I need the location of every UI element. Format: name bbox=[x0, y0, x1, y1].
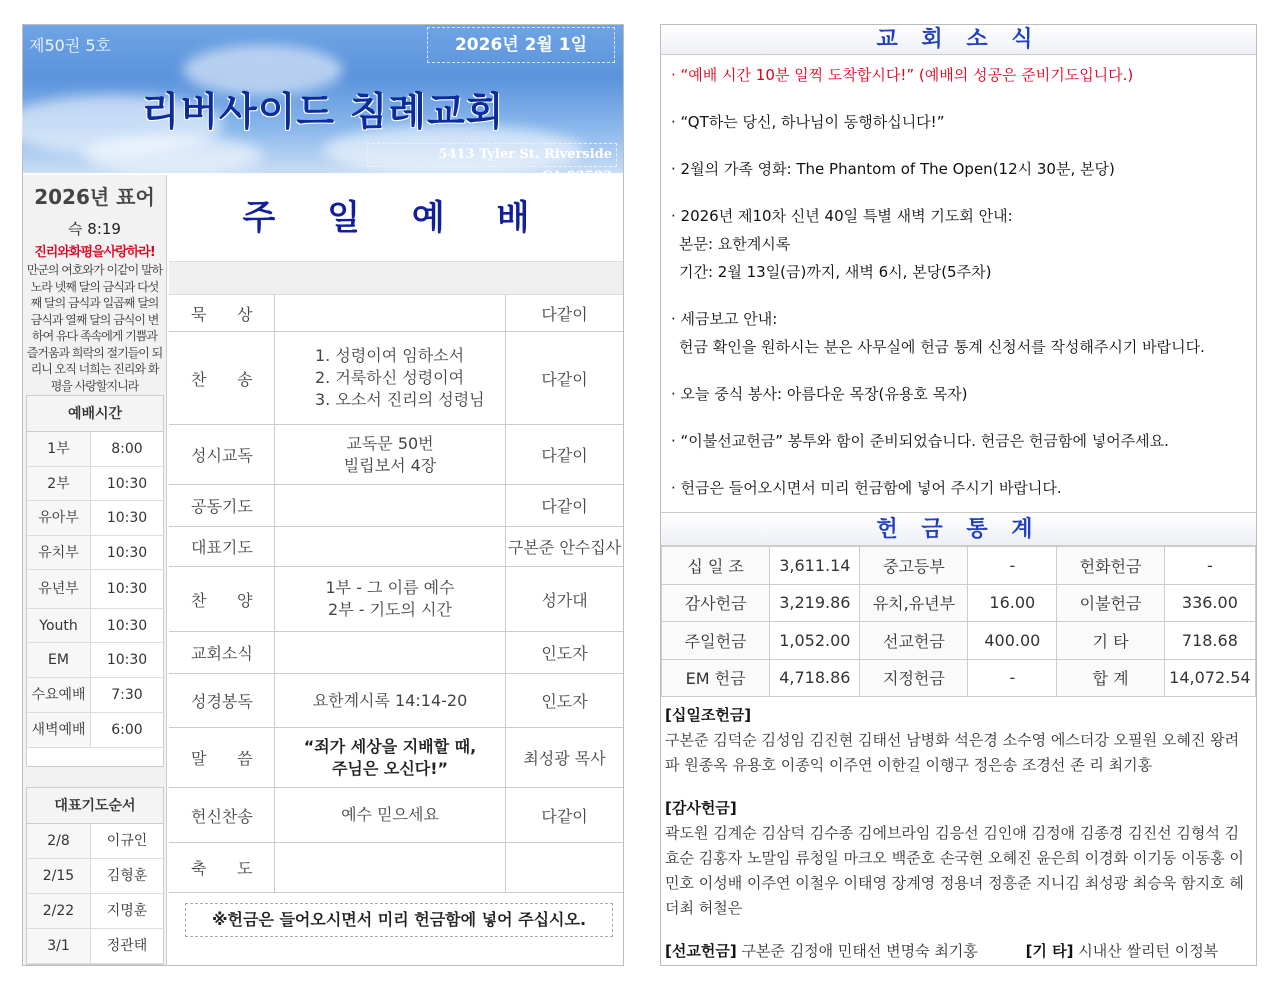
service-name: 유아부 bbox=[27, 501, 91, 535]
offering-label: 합 계 bbox=[1057, 659, 1164, 697]
offering-label: 유치,유년부 bbox=[860, 584, 968, 622]
order-item-detail bbox=[275, 332, 506, 424]
news-item bbox=[671, 155, 1246, 183]
order-row bbox=[169, 567, 623, 632]
thanks-list: [감사헌금] 곽도원 김계순 김삼덕 김수종 김에브라임 김응선 김인애 김정애 김종경 김진선 김형석 김효순 김홍자 노말임 류청일 마크오 백준호 손국현 오혜진 윤은희 이경화 이기동 이동홍 이민호 이성배 이주연 이철우 이태영 장계영 정용녀 정흥준 지니김 최성광 최승욱 함지호 헤더최 허철은 bbox=[665, 799, 1244, 917]
offering-table bbox=[661, 546, 1256, 697]
order-item-name: 축 도 bbox=[169, 843, 275, 892]
order-detail-line: 1부 - 그 이름 예수 bbox=[325, 578, 455, 597]
offering-label: 헌화헌금 bbox=[1057, 547, 1164, 585]
service-times-spacer bbox=[27, 748, 163, 766]
offering-label: 중고등부 bbox=[860, 547, 968, 585]
prayer-date: 2/22 bbox=[27, 894, 91, 928]
order-item-detail bbox=[275, 295, 506, 331]
news-text: · 2026년 제10차 신년 40일 특별 새벽 기도회 안내: bbox=[671, 207, 1013, 225]
order-detail-line: 2. 거룩하신 성령이여 bbox=[315, 368, 465, 387]
order-detail-line: “죄가 세상을 지배할 때, bbox=[303, 736, 477, 756]
service-time-row bbox=[27, 536, 163, 570]
service-time: 7:30 bbox=[111, 687, 143, 703]
offering-label: 기 타 bbox=[1057, 622, 1164, 660]
offering-amount: 16.00 bbox=[968, 584, 1057, 622]
offering-notice: ※헌금은 들어오시면서 미리 헌금함에 넣어 주십시오. bbox=[185, 903, 613, 937]
service-time-row bbox=[27, 609, 163, 643]
order-row bbox=[169, 788, 623, 843]
order-detail-line: 요한계시록 14:14-20 bbox=[312, 690, 468, 710]
header-banner bbox=[23, 25, 623, 184]
service-name: 수요예배 bbox=[27, 678, 91, 712]
service-name: 유년부 bbox=[27, 570, 91, 608]
offering-label: 주일헌금 bbox=[662, 622, 770, 660]
order-item-detail bbox=[275, 485, 506, 526]
order-item-detail bbox=[275, 425, 506, 484]
offering-amount: 336.00 bbox=[1164, 584, 1255, 622]
offering-label: 이불헌금 bbox=[1057, 584, 1164, 622]
order-detail-line: 1. 성령이여 임하소서 bbox=[315, 346, 465, 365]
service-time-row bbox=[27, 570, 163, 609]
offering-names bbox=[661, 697, 1256, 964]
order-item-detail bbox=[275, 728, 506, 787]
offering-label: 선교헌금 bbox=[860, 622, 968, 660]
sidebar bbox=[23, 175, 167, 965]
order-item-name: 대표기도 bbox=[169, 527, 275, 566]
title-divider bbox=[169, 261, 623, 295]
prayer-leader: 정관태 bbox=[106, 938, 148, 954]
order-row bbox=[169, 728, 623, 788]
order-detail-line: 빌립보서 4장 bbox=[343, 455, 437, 475]
offering-row bbox=[662, 622, 1256, 660]
order-item-detail bbox=[275, 632, 506, 673]
order-item-name: 찬 양 bbox=[169, 567, 275, 631]
news-text: · 헌금은 들어오시면서 미리 헌금함에 넣어 주시기 바랍니다. bbox=[671, 479, 1062, 497]
service-time-row bbox=[27, 467, 163, 501]
news-subtext: 헌금 확인을 원하시는 분은 사무실에 헌금 통계 신청서를 작성해주시기 바랍니다. bbox=[679, 338, 1205, 356]
offering-row bbox=[662, 584, 1256, 622]
order-item-detail bbox=[275, 674, 506, 727]
order-item-name: 헌신찬송 bbox=[169, 788, 275, 842]
order-item-person: 다같이 bbox=[541, 446, 588, 465]
bulletin-front bbox=[22, 24, 624, 966]
service-time: 10:30 bbox=[106, 545, 148, 561]
worship-title: 주 일 예 배 bbox=[242, 198, 550, 238]
order-row bbox=[169, 332, 623, 425]
service-time: 10:30 bbox=[106, 581, 148, 597]
order-row bbox=[169, 295, 623, 332]
order-row bbox=[169, 527, 623, 567]
order-detail-line: 교독문 50번 bbox=[346, 433, 434, 453]
news-subtext: 본문: 요한계시록 bbox=[679, 235, 791, 253]
offering-amount: 3,611.14 bbox=[770, 547, 860, 585]
church-name: 리버사이드 침례교회 bbox=[141, 90, 505, 135]
service-times-title: 예배시간 bbox=[27, 396, 163, 432]
offering-amount: - bbox=[968, 659, 1057, 697]
order-item-name: 찬 송 bbox=[169, 332, 275, 424]
prayer-date: 3/1 bbox=[27, 929, 91, 963]
news-item bbox=[671, 305, 1246, 361]
offering-amount: 3,219.86 bbox=[770, 584, 860, 622]
order-row bbox=[169, 485, 623, 527]
news-item bbox=[671, 474, 1246, 502]
prayer-order-row bbox=[27, 894, 163, 929]
news-text: · 오늘 중식 봉사: 아름다운 목장(유용호 목자) bbox=[671, 385, 968, 403]
order-detail-line: 2부 - 기도의 시간 bbox=[328, 600, 452, 619]
order-item-name: 말 씀 bbox=[169, 728, 275, 787]
offering-title: 헌 금 통 계 bbox=[661, 513, 1256, 546]
service-time-row bbox=[27, 713, 163, 748]
service-time: 10:30 bbox=[106, 618, 148, 634]
order-item-person: 다같이 bbox=[541, 369, 588, 389]
offering-row bbox=[662, 547, 1256, 585]
news-text: · “QT하는 당신, 하나님이 동행하십니다!” bbox=[671, 113, 945, 131]
order-item-person bbox=[506, 843, 623, 892]
church-address: 5413 Tyler St. Riverside CA.92503 bbox=[367, 143, 617, 167]
order-item-detail bbox=[275, 788, 506, 842]
order-item-person: 최성광 목사 bbox=[523, 749, 606, 768]
offering-amount: 4,718.86 bbox=[770, 659, 860, 697]
prayer-order-box bbox=[26, 787, 164, 965]
news-text: · 세금보고 안내: bbox=[671, 310, 778, 328]
motto-text: 진리와화평을사랑하라! bbox=[34, 245, 155, 260]
order-row bbox=[169, 425, 623, 485]
prayer-leader: 지명훈 bbox=[106, 903, 148, 919]
service-name: 유치부 bbox=[27, 536, 91, 569]
service-name: 새벽예배 bbox=[27, 713, 91, 747]
order-item-person: 인도자 bbox=[541, 692, 588, 711]
order-item-name: 성시교독 bbox=[169, 425, 275, 484]
offering-amount: - bbox=[1164, 547, 1255, 585]
offering-label: EM 헌금 bbox=[662, 659, 770, 697]
service-time: 10:30 bbox=[106, 510, 148, 526]
offering-amount: 400.00 bbox=[968, 622, 1057, 660]
prayer-date: 2/8 bbox=[27, 824, 91, 858]
news-item bbox=[671, 427, 1246, 455]
mission-other-list: [선교헌금] 구본준 김정애 민태선 변명숙 최기홍 [기 타] 시내산 쌀리턴 이정복 bbox=[665, 942, 1219, 960]
order-item-detail bbox=[275, 527, 506, 566]
motto-reference: 슥 8:19 bbox=[68, 220, 121, 238]
news-list bbox=[661, 55, 1256, 513]
order-item-person: 다같이 bbox=[541, 304, 588, 324]
service-time-row bbox=[27, 643, 163, 678]
service-time: 8:00 bbox=[111, 441, 143, 457]
motto-verse: 만군의 여호와가 이같이 말하 노라 넷째 달의 금식과 다섯 째 달의 금식과 일곱째 달의 금식과 열째 달의 금식이 변 하여 유다 족속에게 기쁨과 즐거움과 희락의 절기들이 되 리니 오직 너희는 진리와 화 평을 사랑할지니라 bbox=[26, 263, 163, 393]
prayer-order-row bbox=[27, 929, 163, 964]
bulletin-back bbox=[660, 24, 1257, 966]
service-time: 6:00 bbox=[111, 722, 143, 738]
offering-amount: - bbox=[968, 547, 1057, 585]
service-time: 10:30 bbox=[106, 652, 148, 668]
prayer-order-row bbox=[27, 824, 163, 859]
service-time: 10:30 bbox=[106, 476, 148, 492]
order-item-name: 성경봉독 bbox=[169, 674, 275, 727]
year-motto-title: 2026년 표어 bbox=[34, 185, 155, 209]
order-item-name: 공동기도 bbox=[169, 485, 275, 526]
prayer-leader: 김형훈 bbox=[106, 868, 148, 884]
service-name: 2부 bbox=[27, 467, 91, 500]
prayer-date: 2/15 bbox=[27, 859, 91, 893]
order-item-person: 구본준 안수집사 bbox=[507, 538, 622, 557]
order-item-person: 성가대 bbox=[541, 590, 588, 610]
order-item-person: 다같이 bbox=[541, 806, 588, 826]
order-item-name: 교회소식 bbox=[169, 632, 275, 673]
order-detail-line: 예수 믿으세요 bbox=[341, 805, 439, 824]
offering-amount: 14,072.54 bbox=[1164, 659, 1255, 697]
order-detail-line: 3. 오소서 진리의 성령님 bbox=[315, 390, 485, 409]
order-item-detail bbox=[275, 843, 506, 892]
news-title: 교 회 소 식 bbox=[661, 25, 1256, 55]
tithe-list: [십일조헌금] 구본준 김덕순 김성임 김진현 김태선 남병화 석은경 소수영 에스더강 오필원 오혜진 왕려파 원종옥 유용호 이종익 이주연 이한길 이행구 정은송 조경선 존 리 최기홍 bbox=[665, 706, 1240, 774]
order-row bbox=[169, 632, 623, 674]
news-item bbox=[671, 202, 1246, 286]
service-time-row bbox=[27, 501, 163, 536]
offering-label: 십 일 조 bbox=[662, 547, 770, 585]
offering-label: 지정헌금 bbox=[860, 659, 968, 697]
service-name: Youth bbox=[27, 609, 91, 642]
order-item-person: 다같이 bbox=[541, 497, 588, 516]
service-name: EM bbox=[27, 643, 91, 677]
order-detail-line: 주님은 오신다!” bbox=[331, 758, 449, 778]
news-item bbox=[671, 108, 1246, 136]
news-subtext: 기간: 2월 13일(금)까지, 새벽 6시, 본당(5주차) bbox=[679, 263, 992, 281]
prayer-order-title: 대표기도순서 bbox=[27, 788, 163, 824]
service-time-row bbox=[27, 678, 163, 713]
worship-order bbox=[169, 175, 623, 965]
news-text: · 2월의 가족 영화: The Phantom of The Open(12시 30분, 본당) bbox=[671, 160, 1115, 178]
offering-row bbox=[662, 659, 1256, 697]
volume-label: 제50권 5호 bbox=[29, 36, 111, 55]
bulletin-date: 2026년 2월 1일 bbox=[427, 27, 615, 63]
service-name: 1부 bbox=[27, 432, 91, 466]
news-text: · “이불선교헌금” 봉투와 함이 준비되었습니다. 헌금은 헌금함에 넣어주세요. bbox=[671, 432, 1169, 450]
offering-amount: 1,052.00 bbox=[770, 622, 860, 660]
order-row bbox=[169, 674, 623, 728]
news-text: · “예배 시간 10분 일찍 도착합시다!” (예배의 성공은 준비기도입니다.) bbox=[671, 66, 1134, 84]
offering-amount: 718.68 bbox=[1164, 622, 1255, 660]
prayer-order-row bbox=[27, 859, 163, 894]
offering-label: 감사헌금 bbox=[662, 584, 770, 622]
prayer-leader: 이규인 bbox=[106, 833, 148, 849]
service-time-row bbox=[27, 432, 163, 467]
order-row bbox=[169, 843, 623, 893]
news-item bbox=[671, 61, 1246, 89]
order-item-person: 인도자 bbox=[541, 644, 588, 663]
news-item bbox=[671, 380, 1246, 408]
service-times-box bbox=[26, 395, 164, 767]
order-item-name: 묵 상 bbox=[169, 295, 275, 331]
order-item-detail bbox=[275, 567, 506, 631]
